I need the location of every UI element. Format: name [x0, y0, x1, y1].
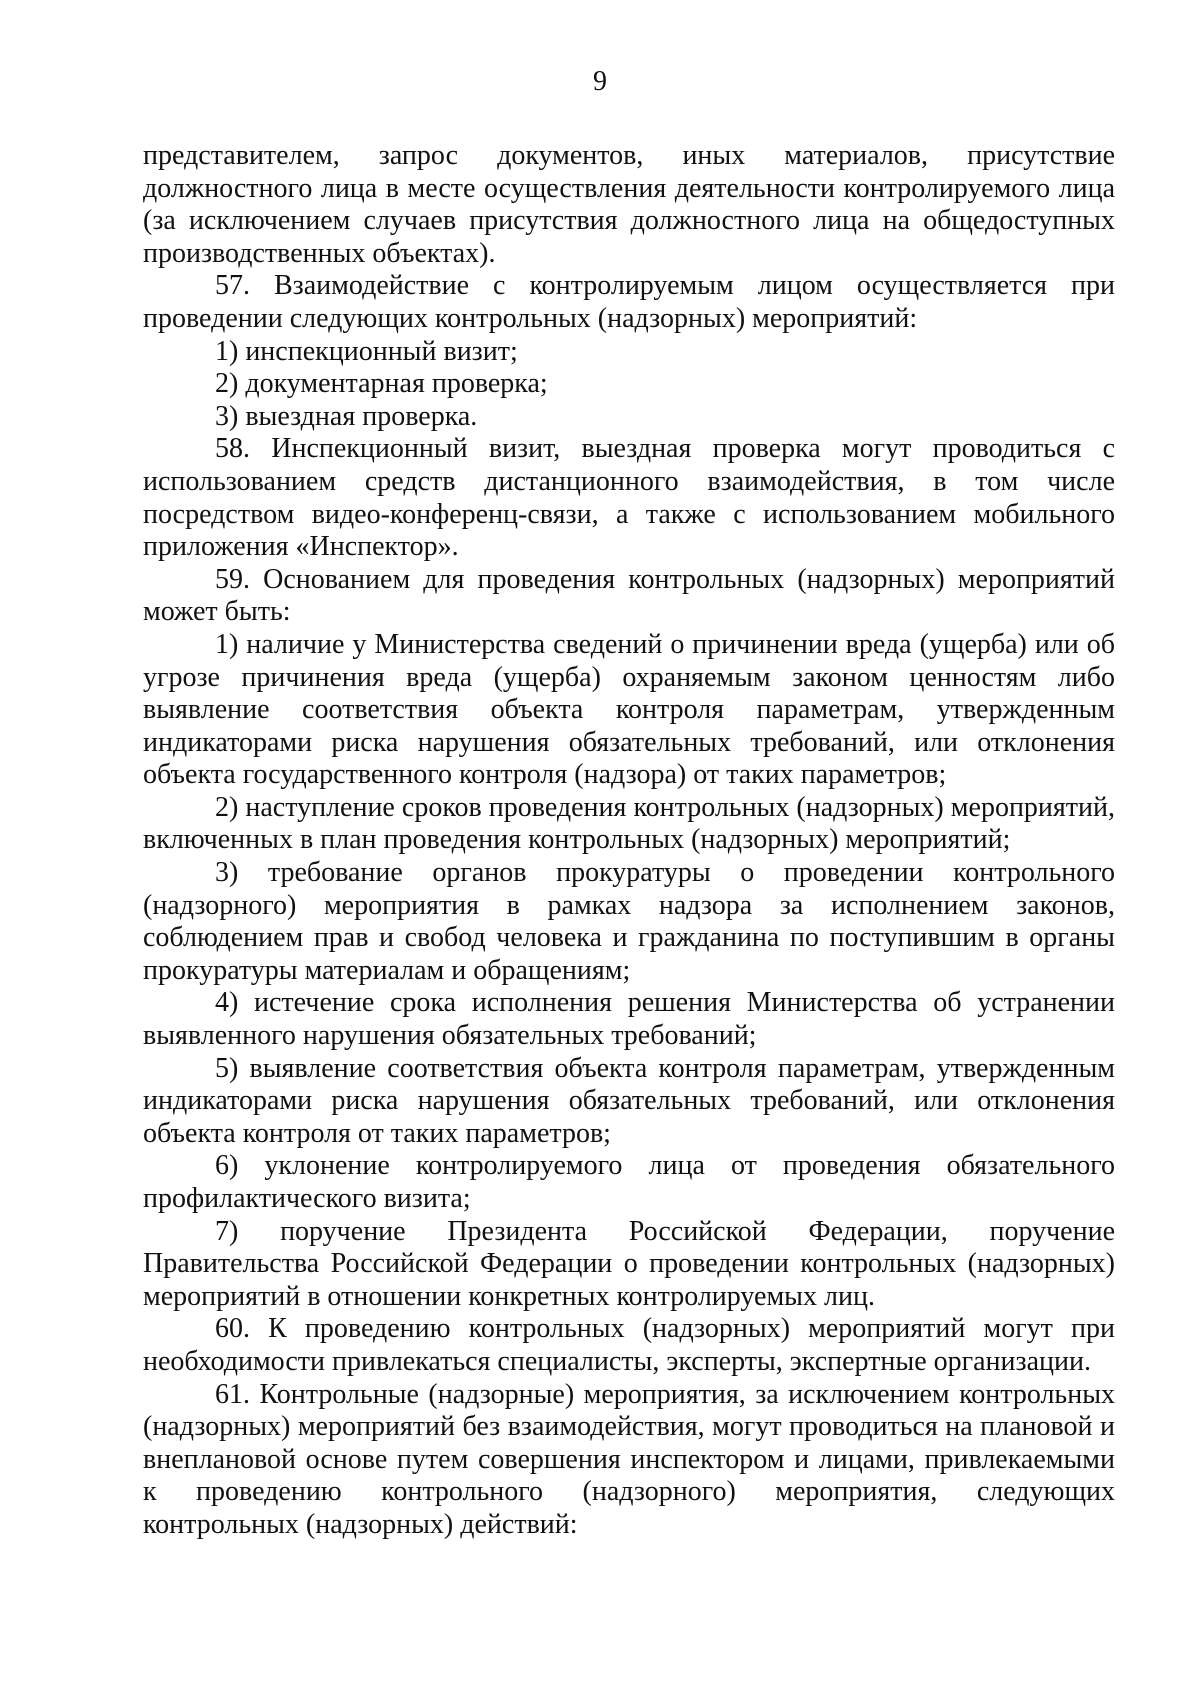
list-item-59-3: 3) требование органов прокуратуры о проведении контрольного (надзорного) мероприятия в рамках надзора за исполнением законов, соблюдением прав и свобод человека и гражданина по поступившим в органы прокуратуры материалам и обращениям; — [143, 857, 1115, 986]
list-item-59-2: 2) наступление сроков проведения контрольных (надзорных) мероприятий, включенных в план проведения контрольных (надзорных) мероприятий; — [143, 791, 1115, 856]
paragraph-60: 60. К проведению контрольных (надзорных) мероприятий могут при необходимости привлекаться специалисты, эксперты, экспертные организации. — [143, 1313, 1115, 1377]
list-item-57-1: 1) инспекционный визит; — [215, 335, 518, 367]
list-item-57-3: 3) выездная проверка. — [215, 400, 478, 432]
paragraph-continuation: представителем, запрос документов, иных материалов, присутствие должностного лица в месте осуществления деятельности контролируемого лица (за исключением случаев присутствия должностного лица на общедоступных производственных объектах). — [143, 140, 1115, 269]
page-number: 9 — [593, 66, 607, 97]
paragraph-59: 59. Основанием для проведения контрольных (надзорных) мероприятий может быть: — [143, 563, 1115, 628]
paragraph-58: 58. Инспекционный визит, выездная проверка могут проводиться с использованием средств дистанционного взаимодействия, в том числе посредством видео-конференц-связи, а также с использованием мобильного приложения «Инспектор». — [143, 433, 1115, 563]
list-item-59-7: 7) поручение Президента Российской Федерации, поручение Правительства Российской Федерации о проведении контрольных (надзорных) мероприятий в отношении конкретных контролируемых лиц. — [143, 1215, 1115, 1312]
list-item-59-1: 1) наличие у Министерства сведений о причинении вреда (ущерба) или об угрозе причинения вреда (ущерба) охраняемым законом ценностям либо выявление соответствия объекта контроля параметрам, утвержденным индикаторами риска нарушения обязательных требований, или отклонения объекта государственного контроля (надзора) от таких параметров; — [143, 628, 1115, 791]
list-item-59-5: 5) выявление соответствия объекта контроля параметрам, утвержденным индикаторами риска нарушения обязательных требований, или отклонения объекта контроля от таких параметров; — [143, 1052, 1115, 1149]
list-item-57-2: 2) документарная проверка; — [215, 368, 548, 400]
paragraph-57: 57. Взаимодействие с контролируемым лицом осуществляется при проведении следующих контрольных (надзорных) мероприятий: — [143, 270, 1115, 334]
list-item-59-4: 4) истечение срока исполнения решения Министерства об устранении выявленного нарушения обязательных требований; — [143, 987, 1115, 1052]
paragraph-61: 61. Контрольные (надзорные) мероприятия, за исключением контрольных (надзорных) мероприятий без взаимодействия, могут проводиться на плановой и внеплановой основе путем совершения инспектором и лицами, привлекаемыми к проведению контрольного (надзорного) мероприятия, следующих контрольных (надзорных) действий: — [143, 1378, 1115, 1540]
list-item-59-6: 6) уклонение контролируемого лица от проведения обязательного профилактического визита; — [143, 1150, 1115, 1214]
document-body — [143, 140, 1115, 1542]
